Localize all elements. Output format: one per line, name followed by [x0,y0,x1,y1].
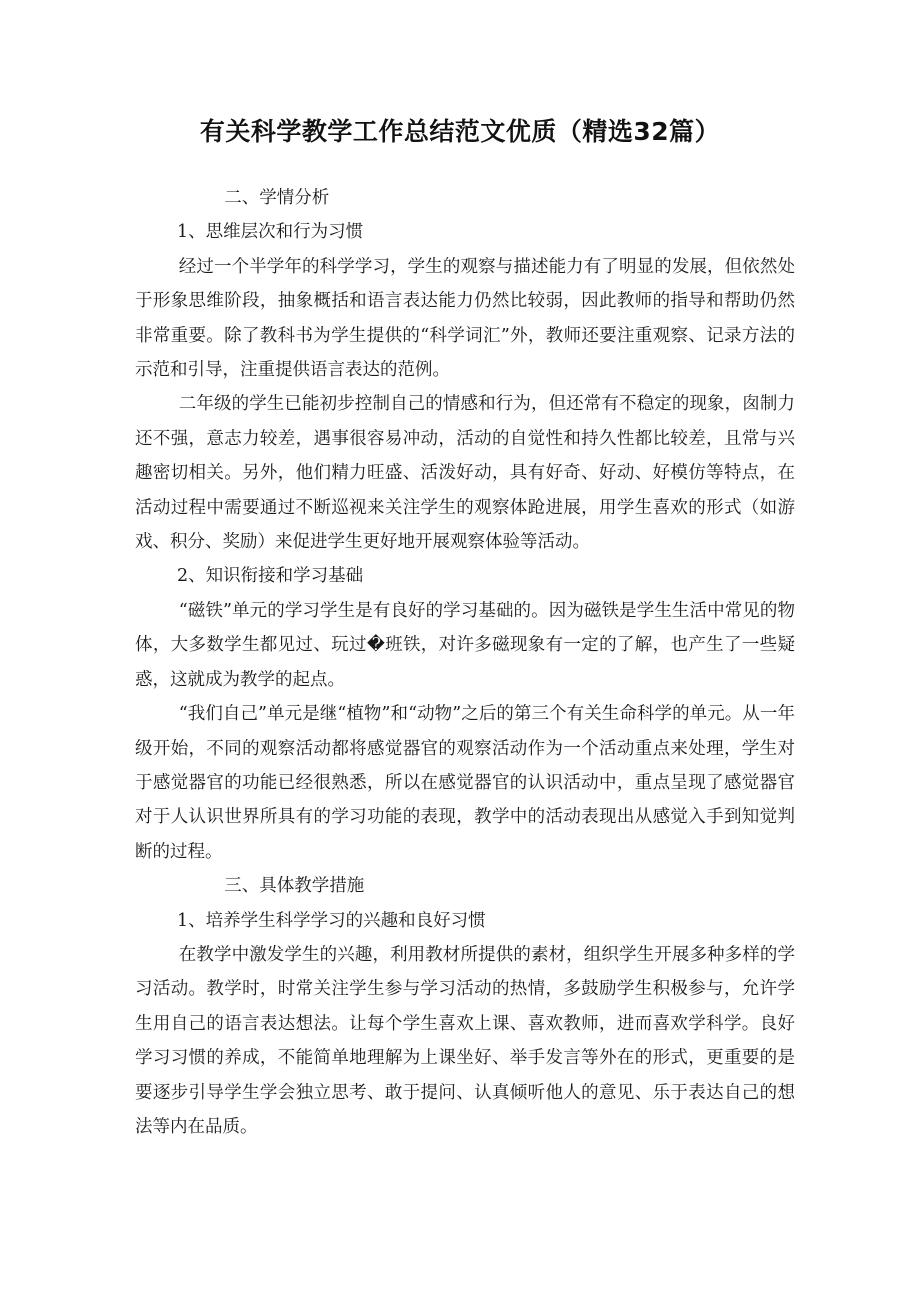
section-heading-teaching-measures: 三、具体教学措施 [224,876,365,897]
paragraph: 在教学中激发学生的兴趣，利用教材所提供的素材，组织学生开展多种多样的学习活动。教学时，时常关注学生参与学习活动的热情，多鼓励学生积极参与，允许学生用自己的语言表达想法。让每个学生喜欢上课、喜欢教师，进而喜欢学科学。良好学习习惯的养成，不能简单地理解为上课坐好、举手发言等外在的形式，更重要的是要逐步引导学生学会独立思考、敢于提问、认真倾听他人的意见、乐于表达自己的想法等内在品质。 [135,944,795,1137]
subheading-knowledge-foundation: 2、知识衔接和学习基础 [177,566,364,587]
section-heading-learning-analysis: 二、学情分析 [224,188,330,208]
subheading-thinking-behavior: 1、思维层次和行为习惯 [177,222,364,243]
subheading-interest-habits: 1、培养学生科学学习的兴趣和良好习惯 [177,910,486,931]
document-body [135,181,795,1144]
paragraph: 二年级的学生已能初步控制自己的情感和行为，但还常有不稳定的现象，囱制力还不强，意志力较差，遇事很容易冲动，活动的自觉性和持久性都比较差，且常与兴趣密切相关。另外，他们精力旺盛、活泼好动，具有好奇、好动、好模仿等特点，在活动过程中需要通过不断巡视来关注学生的观察体跄进展，用学生喜欢的形式（如游戏、积分、奖励）来促进学生更好地开展观察体验等活动。 [135,394,795,553]
paragraph: 经过一个半学年的科学学习，学生的观察与描述能力有了明显的发展，但依然处于形象思维阶段，抽象概括和语言表达能力仍然比较弱，因此教师的指导和帮助仍然非常重要。除了教科书为学生提供的“科学词汇”外，教师还要注重观察、记录方法的示范和引导，注重提供语言表达的范例。 [135,256,795,381]
paragraph: “磁铁”单元的学习学生是有良好的学习基础的。因为磁铁是学生生活中常见的物体，大多数学生都见过、玩过�班铁，对许多磁现象有一定的了解，也产生了一些疑惑，这就成为教学的起点。 [135,600,795,690]
document-title: 有关科学教学工作总结范文优质（精选32篇） [199,117,721,146]
paragraph: “我们自己”单元是继“植物”和“动物”之后的第三个有关生命科学的单元。从一年级开始，不同的观察活动都将感觉器官的观察活动作为一个活动重点来处理，学生对于感觉器官的功能已经很熟悉，所以在感觉器官的认识活动中，重点呈现了感觉器官对于人认识世界所具有的学习功能的表现，教学中的活动表现出从感觉入手到知觉判断的过程。 [135,704,795,862]
